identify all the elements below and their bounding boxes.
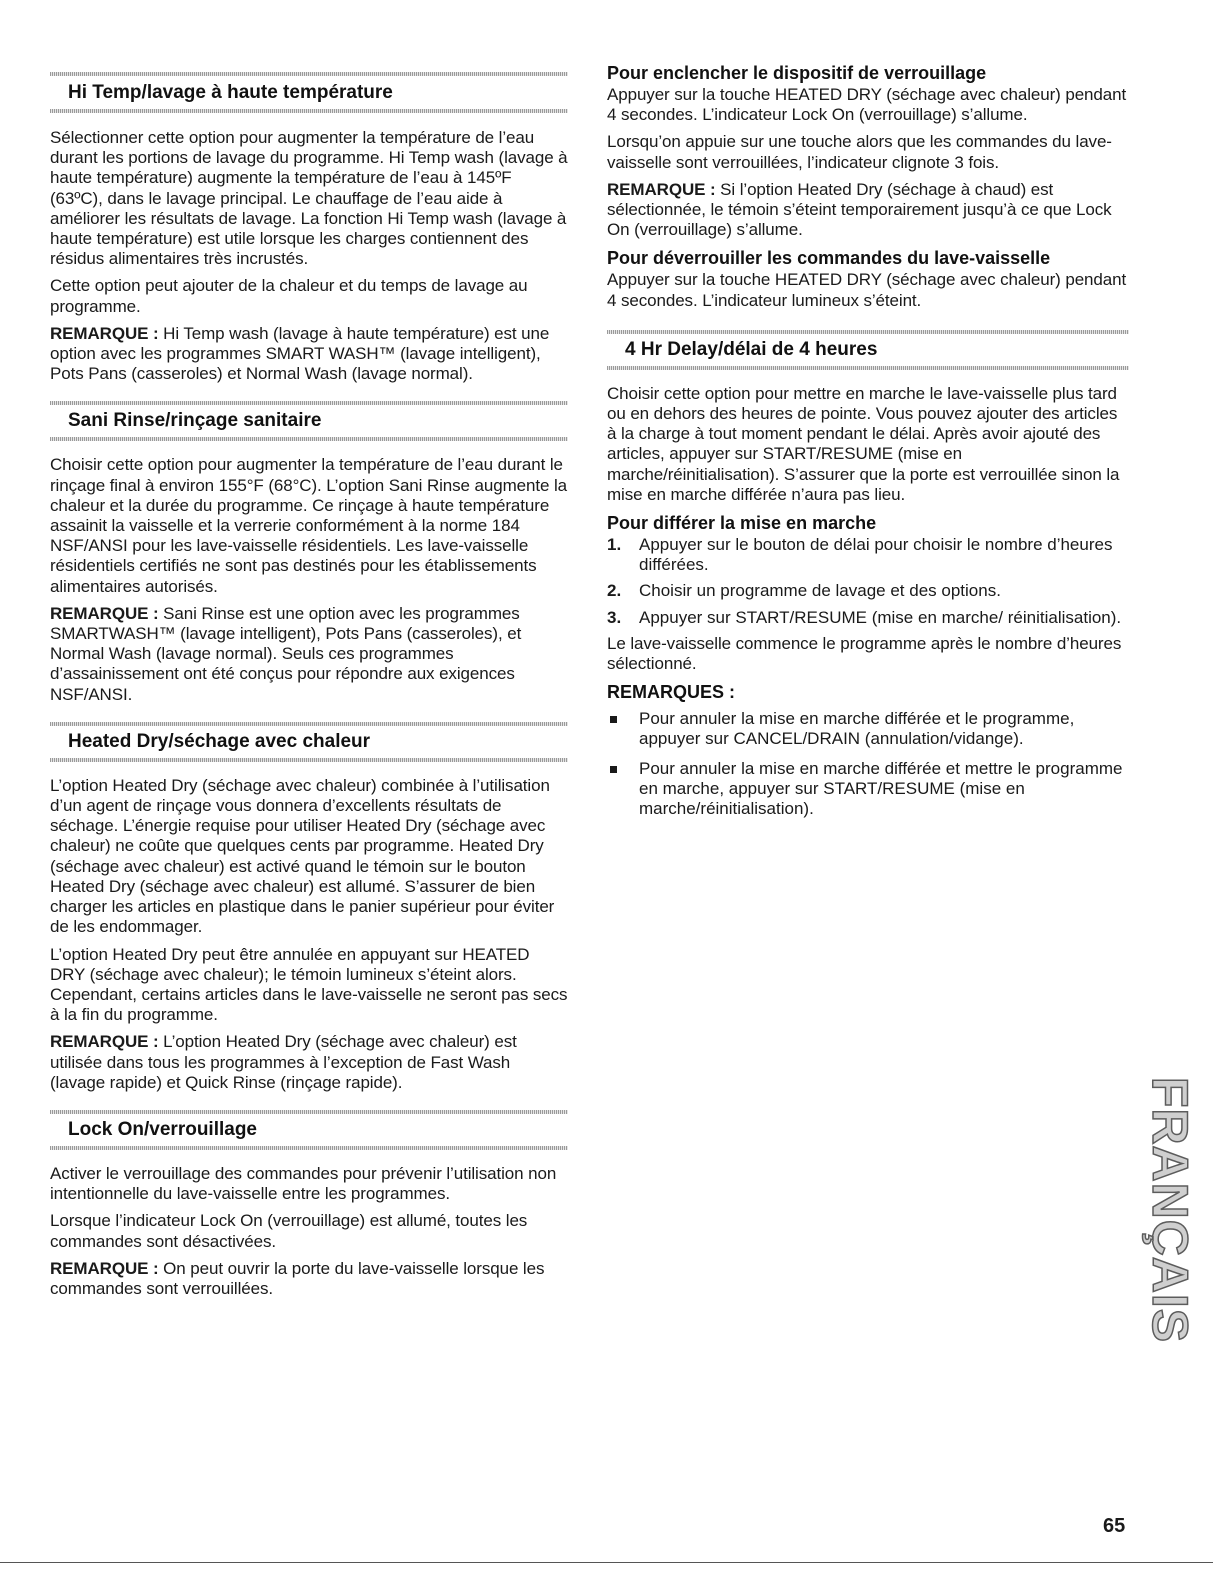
note-text: L’option Heated Dry (séchage avec chaleur) est utilisée dans tous les programmes à l’exception de Fast Wash (lavage rapide) et Quick Rinse (rinçage rapide). — [50, 1032, 517, 1092]
paragraph: Sélectionner cette option pour augmenter la température de l’eau durant les portions de lavage du programme. Hi Temp wash (lavage à haute température) augmente la température de l’eau à 145ºF (63ºC), dans le lavage principal. Le chauffage de l’eau aide à améliorer les résultats de lavage. La fonction Hi Temp wash (lavage à haute température) est utile lorsque les charges contiennent des résidus alimentaires très incrustés. — [50, 128, 568, 269]
step-text: Choisir un programme de lavage et des options. — [639, 581, 1001, 601]
section-title-heated-dry: Heated Dry/séchage avec chaleur — [68, 730, 371, 752]
section-rule-top — [50, 1110, 568, 1114]
note-label: REMARQUE : — [50, 603, 159, 623]
paragraph: Lorsqu’on appuie sur une touche alors que les commandes du lave-vaisselle sont verrouillées, l’indicateur clignote 3 fois. — [607, 132, 1112, 172]
step-item — [607, 535, 1129, 575]
step-item — [607, 581, 1129, 601]
section-title-delay: 4 Hr Delay/délai de 4 heures — [625, 338, 878, 360]
bullet-item — [607, 759, 1129, 820]
note-text: On peut ouvrir la porte du lave-vaisselle lorsque les commandes sont verrouillées. — [50, 1258, 545, 1298]
right-column — [607, 0, 1129, 828]
note-label: REMARQUE : — [50, 1258, 159, 1278]
step-number: 1. — [607, 535, 622, 555]
notes-label: REMARQUES : — [607, 682, 736, 703]
left-column — [50, 0, 568, 1306]
section-title-sani-rinse: Sani Rinse/rinçage sanitaire — [68, 410, 322, 432]
note-text: Sani Rinse est une option avec les programmes SMARTWASH™ (lavage intelligent), Pots Pans (casseroles), et Normal Wash (lavage normal). Seuls ces programmes d’assainissement ont été conçus pour répondre aux exigences NSF/ANSI. — [50, 603, 522, 704]
paragraph: L’option Heated Dry (séchage avec chaleur) combinée à l’utilisation d’un agent de rinçage vous donnera d’excellents résultats de séchage. L’énergie requise pour utiliser Heated Dry (séchage avec chaleur) ne coûte que quelques cents par programme. Heated Dry (séchage avec chaleur) est activé quand le témoin sur le bouton Heated Dry (séchage avec chaleur) est allumé. S’assurer de bien charger les articles en plastique dans le panier supérieur pour éviter de les endommager. — [50, 775, 555, 937]
heading-unlock: Pour déverrouiller les commandes du lave-vaisselle — [607, 248, 1051, 269]
step-number: 2. — [607, 581, 622, 601]
notes-list — [607, 709, 1129, 819]
bullet-text: Pour annuler la mise en marche différée et mettre le programme en marche, appuyer sur START/RESUME (mise en marche/réinitialisation). — [639, 758, 1123, 819]
paragraph: Choisir cette option pour mettre en marche le lave-vaisselle plus tard ou en dehors des heures de pointe. Vous pouvez ajouter des articles à la charge à tout moment pendant le délai. Après avoir ajouté des articles, appuyer sur START/RESUME (mise en marche/réinitialisation). S’assurer que la porte est verrouillée sinon la mise en marche différée n’aura pas lieu. — [607, 383, 1120, 504]
paragraph: Appuyer sur la touche HEATED DRY (séchage avec chaleur) pendant 4 secondes. L’indicateur lumineux s’éteint. — [607, 270, 1127, 310]
language-tab-label: FRANÇAIS — [1142, 1076, 1198, 1344]
step-item — [607, 608, 1129, 628]
step-number: 3. — [607, 607, 622, 627]
note-label: REMARQUE : — [607, 179, 716, 199]
note-paragraph — [607, 180, 1129, 241]
square-bullet-icon — [610, 716, 617, 723]
section-rule-top — [607, 330, 1129, 334]
section-rule-top — [50, 72, 568, 76]
bullet-item — [607, 709, 1129, 749]
paragraph: Activer le verrouillage des commandes pour prévenir l’utilisation non intentionnelle du lave-vaisselle entre les programmes. — [50, 1163, 557, 1204]
step-text: Appuyer sur START/RESUME (mise en marche/ réinitialisation). — [639, 607, 1122, 627]
note-paragraph — [50, 604, 568, 705]
language-side-tab — [1141, 1070, 1199, 1350]
step-text: Appuyer sur le bouton de délai pour choisir le nombre d’heures différées. — [639, 535, 1113, 575]
paragraph: Lorsque l’indicateur Lock On (verrouillage) est allumé, toutes les commandes sont désactivées. — [50, 1211, 528, 1251]
section-rule-top — [50, 722, 568, 726]
note-text: Hi Temp wash (lavage à haute température) est une option avec les programmes SMART WASH™ (lavage intelligent), Pots Pans (casseroles) et Normal Wash (lavage normal). — [50, 323, 550, 384]
section-rule-top — [50, 401, 568, 405]
bottom-rule — [0, 1562, 1213, 1563]
paragraph: L’option Heated Dry peut être annulée en appuyant sur HEATED DRY (séchage avec chaleur); le témoin lumineux s’éteint alors. Cependant, certains articles dans le lave-vaisselle ne seront pas secs à la fin du programme. — [50, 944, 568, 1025]
paragraph: Le lave-vaisselle commence le programme après le nombre d’heures sélectionné. — [607, 633, 1122, 674]
paragraph: Appuyer sur la touche HEATED DRY (séchage avec chaleur) pendant 4 secondes. L’indicateur Lock On (verrouillage) s’allume. — [607, 85, 1127, 125]
note-text: Si l’option Heated Dry (séchage à chaud) est sélectionnée, le témoin s’éteint temporairement jusqu’à ce que Lock On (verrouillage) s’allume. — [607, 179, 1112, 240]
page-number: 65 — [1103, 1515, 1126, 1537]
note-label: REMARQUE : — [50, 323, 159, 343]
note-paragraph — [50, 1032, 568, 1093]
paragraph: Choisir cette option pour augmenter la température de l’eau durant le rinçage final à environ 155°F (68°C). L’option Sani Rinse augmente la chaleur et la durée du programme. Ce rinçage à haute température assainit la vaisselle et la verrerie conformément à la norme 184 NSF/ANSI pour les lave-vaisselle résidentiels. Les lave-vaisselle résidentiels certifiés ne sont pas destinés pour les établissements alimentaires autorisés. — [50, 455, 568, 596]
bullet-text: Pour annuler la mise en marche différée et le programme, appuyer sur CANCEL/DRAIN (annulation/vidange). — [639, 709, 1075, 749]
steps-list — [607, 535, 1129, 628]
note-paragraph — [50, 324, 568, 385]
square-bullet-icon — [610, 766, 617, 773]
paragraph: Cette option peut ajouter de la chaleur et du temps de lavage au programme. — [50, 276, 528, 316]
section-title-lock-on: Lock On/verrouillage — [68, 1118, 257, 1140]
heading-engage-lock: Pour enclencher le dispositif de verrouillage — [607, 63, 987, 83]
note-label: REMARQUE : — [50, 1032, 159, 1052]
note-paragraph — [50, 1259, 568, 1299]
heading-delay-start: Pour différer la mise en marche — [607, 513, 877, 534]
section-title-hi-temp: Hi Temp/lavage à haute température — [68, 82, 393, 103]
